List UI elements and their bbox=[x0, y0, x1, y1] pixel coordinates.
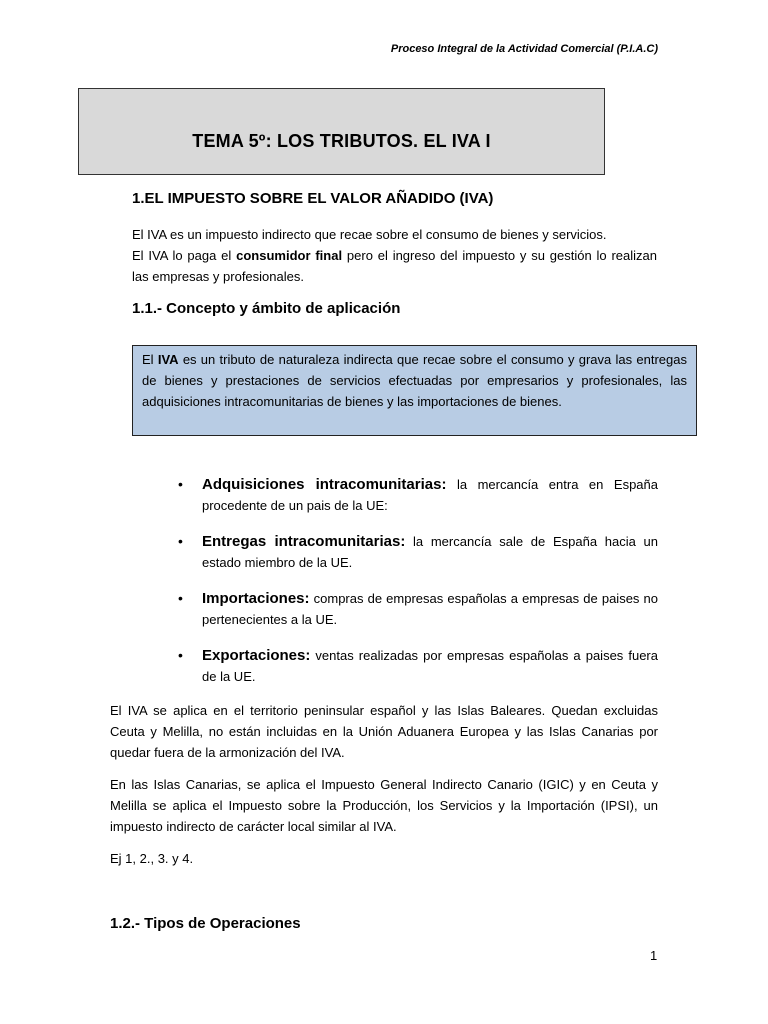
canarias-paragraph: En las Islas Canarias, se aplica el Impuesto General Indirecto Canario (IGIC) y en Ceuta y Melilla se aplica el Impuesto sobre la Producción, los Servicios y la Importación (IPSI), un impuesto indirecto de carácter local similar al IVA. bbox=[110, 777, 658, 834]
consumer-bold: consumidor final bbox=[236, 248, 343, 263]
operations-bullet-list bbox=[178, 474, 658, 702]
intro-line-2: El IVA lo paga el consumidor final pero el ingreso del impuesto y su gestión lo realizan las empresas y profesionales. bbox=[132, 248, 657, 284]
list-item bbox=[178, 588, 658, 630]
page-number: 1 bbox=[650, 948, 658, 963]
exercises-reference: Ej 1, 2., 3. y 4. bbox=[110, 851, 194, 866]
bullet-term: Importaciones: bbox=[202, 590, 310, 607]
title-box bbox=[78, 88, 605, 175]
bullet-text: compras de empresas españolas a empresas de paises no pertenecientes a la UE. bbox=[202, 591, 658, 627]
intro-line-1: El IVA es un impuesto indirecto que recae sobre el consumo de bienes y servicios. bbox=[132, 227, 607, 242]
bullet-icon: • bbox=[178, 647, 183, 663]
bullet-text: ventas realizadas por empresas españolas a paises fuera de la UE. bbox=[202, 648, 658, 684]
section-1-intro bbox=[132, 224, 657, 287]
list-item bbox=[178, 531, 658, 573]
bullet-icon: • bbox=[178, 533, 183, 549]
list-item bbox=[178, 645, 658, 687]
bullet-term: Entregas intracomunitarias: bbox=[202, 533, 406, 550]
section-1-2-heading: 1.2.- Tipos de Operaciones bbox=[110, 915, 301, 932]
bullet-icon: • bbox=[178, 476, 183, 492]
running-header: Proceso Integral de la Actividad Comercial (P.I.A.C) bbox=[390, 43, 658, 55]
section-1-1-heading: 1.1.- Concepto y ámbito de aplicación bbox=[132, 300, 401, 317]
list-item bbox=[178, 474, 658, 516]
definition-box: El IVA es un tributo de naturaleza indirecta que recae sobre el consumo y grava las entregas de bienes y prestaciones de servicios efectuadas por empresarios y profesionales, las adquisiciones intracomunitarias de bienes y las importaciones de bienes. bbox=[132, 345, 697, 436]
bullet-term: Adquisiciones intracomunitarias: bbox=[202, 476, 447, 493]
territory-paragraph: El IVA se aplica en el territorio peninsular español y las Islas Baleares. Quedan excluidas Ceuta y Melilla, no están incluidas en la Unión Aduanera Europea y las Islas Canarias por quedar fuera de la armonización del IVA. bbox=[110, 703, 658, 760]
bullet-icon: • bbox=[178, 590, 183, 606]
bullet-text: la mercancía sale de España hacia un estado miembro de la UE. bbox=[202, 534, 658, 570]
iva-bold: IVA bbox=[157, 352, 179, 367]
bullet-text: la mercancía entra en España procedente de un pais de la UE: bbox=[202, 477, 658, 513]
page-title: TEMA 5º: LOS TRIBUTOS. EL IVA I bbox=[192, 131, 491, 151]
section-1-heading: 1.EL IMPUESTO SOBRE EL VALOR AÑADIDO (IVA) bbox=[132, 190, 494, 207]
bullet-term: Exportaciones: bbox=[202, 647, 311, 664]
